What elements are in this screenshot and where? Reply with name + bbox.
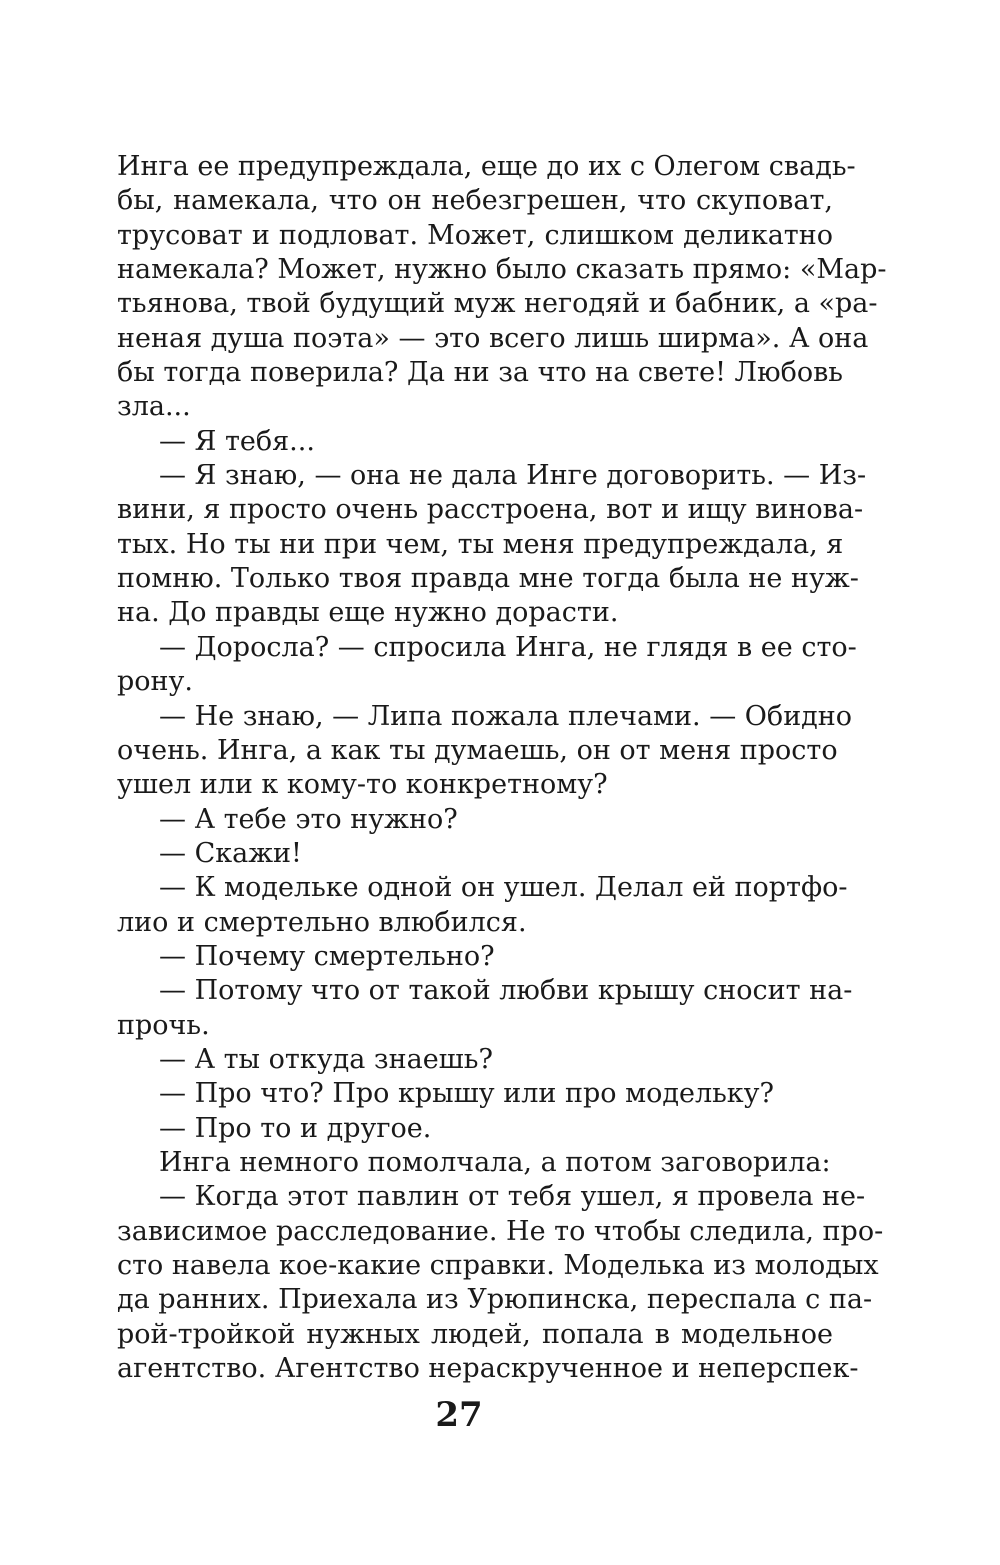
text-line: да ранних. Приехала из Урюпинска, переспала с па-	[117, 1284, 873, 1316]
text-line: ушел или к кому-то конкретному?	[117, 769, 608, 801]
text-line: — Скажи!	[159, 837, 302, 869]
text-line: прочь.	[117, 1009, 210, 1041]
text-line: — Почему смертельно?	[159, 940, 495, 972]
text-line: вини, я просто очень расстроена, вот и ищу винова-	[117, 494, 864, 526]
text-line: — А ты откуда знаешь?	[159, 1043, 493, 1075]
page-number: 27	[435, 1395, 483, 1435]
text-line: рой-тройкой нужных людей, попала в модельное	[117, 1318, 833, 1350]
text-line: сто навела кое-какие справки. Моделька из молодых	[117, 1250, 879, 1281]
text-line: — Потому что от такой любви крышу сносит на-	[159, 975, 853, 1007]
text-line: намекала? Может, нужно было сказать прямо: «Мар-	[117, 254, 887, 286]
text-line: — А тебе это нужно?	[159, 803, 458, 835]
body-text	[117, 150, 887, 1386]
text-line: бы, намекала, что он небезгрешен, что скуповат,	[117, 185, 833, 217]
text-line: тьянова, твой будущий муж негодяй и бабник, а «ра-	[117, 288, 878, 320]
text-line: Инга ее предупреждала, еще до их с Олегом свадь-	[117, 151, 856, 182]
text-line: — Про то и другое.	[159, 1112, 432, 1144]
text-line: тых. Но ты ни при чем, ты меня предупреждала, я	[117, 528, 844, 560]
text-line: — К модельке одной он ушел. Делал ей портфо-	[159, 872, 848, 904]
text-line: зависимое расследование. Не то чтобы следила, про-	[117, 1215, 884, 1247]
text-line: — Я тебя...	[159, 425, 315, 457]
text-line: на. До правды еще нужно дорасти.	[117, 597, 619, 629]
text-line: рону.	[117, 666, 194, 698]
text-line: — Не знаю, — Липа пожала плечами. — Обидно	[159, 700, 853, 732]
text-line: — Я знаю, — она не дала Инге договорить. — Из-	[159, 460, 867, 492]
text-line: бы тогда поверила? Да ни за что на свете! Любовь	[117, 357, 843, 389]
text-line: помню. Только твоя правда мне тогда была не нуж-	[117, 563, 859, 595]
text-line: очень. Инга, а как ты думаешь, он от меня просто	[117, 734, 838, 766]
text-line: лио и смертельно влюбился.	[117, 906, 527, 938]
text-line: — Доросла? — спросила Инга, не глядя в ее сто-	[159, 631, 857, 663]
text-line: трусоват и подловат. Может, слишком деликатно	[117, 219, 833, 251]
text-line: неная душа поэта» — это всего лишь ширма». А она	[117, 322, 869, 354]
text-line: агентство. Агентство нераскрученное и неперспек-	[117, 1353, 859, 1385]
text-line: — Когда этот павлин от тебя ушел, я провела не-	[159, 1181, 866, 1213]
text-line: — Про что? Про крышу или про модельку?	[159, 1078, 775, 1110]
text-line: зла...	[117, 391, 191, 423]
text-line: Инга немного помолчала, а потом заговорила:	[159, 1146, 831, 1178]
